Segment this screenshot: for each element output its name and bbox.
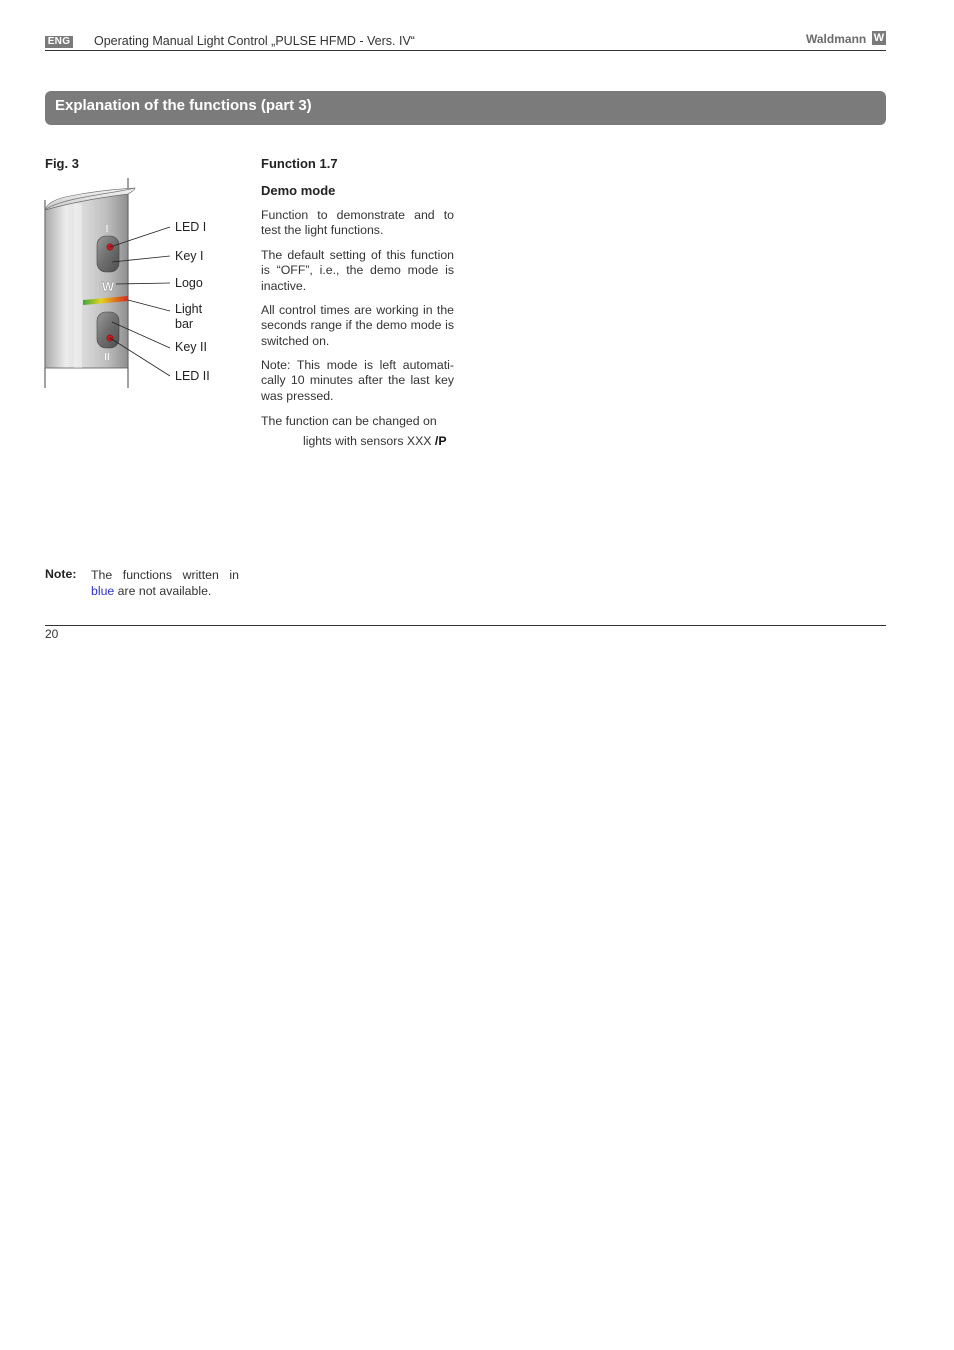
section-banner	[45, 91, 886, 125]
callout-key-one: Key I	[175, 249, 204, 263]
control-panel-figure	[40, 170, 240, 392]
callout-key-two: Key II	[175, 340, 207, 354]
callout-led-two: LED II	[175, 369, 210, 383]
language-badge: ENG	[45, 36, 73, 48]
callout-light-bar: Light bar	[175, 302, 203, 331]
callout-logo: Logo	[175, 276, 203, 290]
paragraph-changeable: The function can be changed on	[261, 414, 437, 428]
paragraph-default: The default setting of this function is “OFF”, i.e., the demo mode is inactive.	[261, 248, 454, 293]
note-text	[91, 567, 239, 599]
header-divider	[45, 50, 886, 51]
control-panel-illustration	[40, 170, 240, 392]
brand-name: Waldmann	[806, 32, 867, 46]
sensors-suffix: /P	[434, 434, 447, 448]
paragraph-purpose: Function to demonstrate and to test the light functions.	[261, 208, 454, 238]
note-text-after: are not available.	[114, 584, 212, 598]
key-two	[97, 312, 119, 348]
page-number: 20	[45, 627, 59, 641]
logo-icon: W	[101, 279, 115, 294]
figure-label: Fig. 3	[45, 156, 79, 171]
brand-logo-icon: W	[873, 32, 885, 44]
key-one	[97, 236, 119, 272]
function-heading: Function 1.7	[261, 156, 338, 171]
paragraph-auto-exit: Note: This mode is left automati-cally 10 minutes after the last key was pressed.	[261, 358, 454, 403]
footer-divider	[45, 625, 886, 626]
function-subheading: Demo mode	[261, 183, 336, 198]
note-label: Note:	[45, 567, 77, 581]
section-title: Explanation of the functions (part 3)	[55, 97, 312, 114]
key-one-mark: I	[105, 224, 109, 235]
key-two-mark: II	[104, 352, 110, 363]
paragraph-control-times: All control times are working in the seconds range if the demo mode is switched on.	[261, 303, 454, 348]
note-blue-word: blue	[91, 584, 115, 598]
sensors-text: lights with sensors XXX	[303, 434, 435, 448]
note-text-before: The functions written in	[91, 568, 239, 582]
callout-led-one: LED I	[175, 220, 207, 234]
sensors-line	[303, 434, 447, 448]
document-title: Operating Manual Light Control „PULSE HFMD - Vers. IV“	[94, 34, 415, 48]
